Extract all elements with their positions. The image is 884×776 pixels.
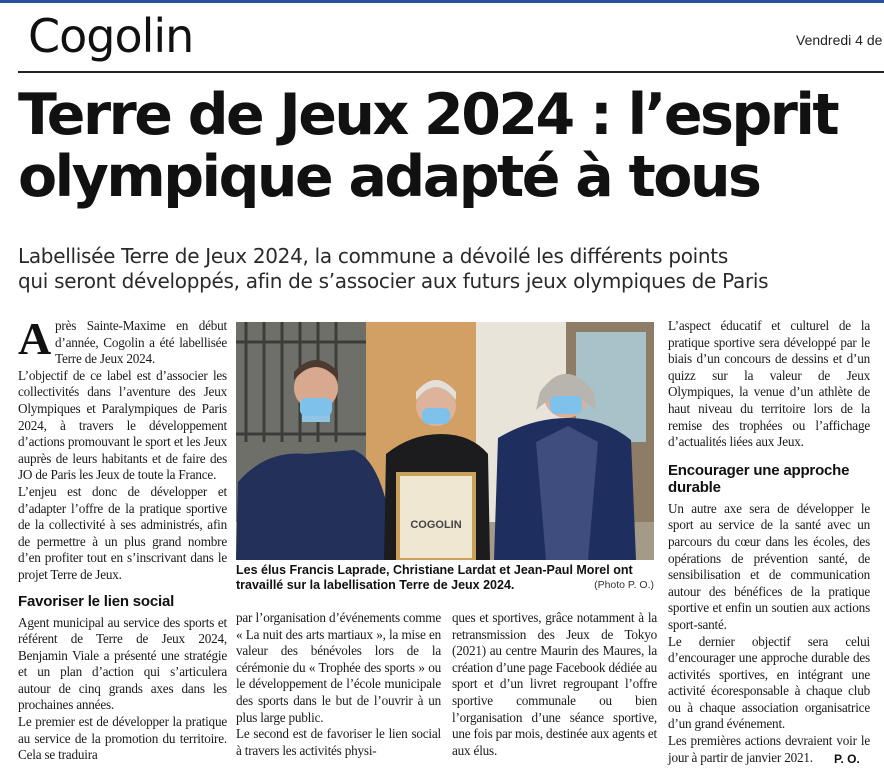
article-column-3 bbox=[452, 610, 657, 759]
standfirst-line-1: Labellisée Terre de Jeux 2024, la commune a dévoilé les différents points bbox=[18, 244, 728, 268]
photo-caption-text: Les élus Francis Laprade, Christiane Lardat et Jean-Paul Morel ont travaillé sur la labellisation Terre de Jeux 2024. bbox=[236, 563, 633, 592]
paragraph: Le premier est de développer la pratique au service de la promotion du territoire. Cela se traduira bbox=[18, 714, 227, 763]
article-column-2 bbox=[236, 610, 441, 759]
paragraph: Un autre axe sera de développer le sport au service de la santé avec un parcours du cœur dans les écoles, des opérations de prévention santé, de sensibilisation et de communication autour des bénéfices de la pratique sportive et enfin un soutien aux actions sport-santé. bbox=[668, 500, 870, 632]
headline-line-1: Terre de Jeux 2024 : l’esprit bbox=[18, 82, 838, 148]
paragraph: L’objectif de ce label est d’associer les collectivités dans l’aventure des Jeux Olympiques et Paralympiques de Paris 2024, à travers le développement d’actions promouvant le sport et les Jeux auprès de leurs habitants et de faire des JO de Paris les Jeux de toute la France. bbox=[18, 367, 227, 483]
photo-caption bbox=[236, 563, 654, 593]
article-column-1 bbox=[18, 313, 227, 764]
section-title: Cogolin bbox=[28, 9, 194, 63]
header-divider bbox=[18, 71, 884, 73]
paragraph-intro-text: près Sainte-Maxime en début d’année, Cogolin a été labellisée Terre de Jeux 2024. bbox=[55, 318, 227, 367]
article-column-4 bbox=[668, 318, 870, 766]
top-accent-line bbox=[0, 0, 884, 3]
headline bbox=[18, 84, 884, 208]
paragraph: L’aspect éducatif et culturel de la pratique sportive sera développé par le biais d’un concours de dessins et d’un quizz sur la valeur de Jeux Olympiques, la venue d’un athlète de haut niveau du territoire lors de la remise des trophées ou l’affichage d’actualités liées aux Jeux. bbox=[668, 318, 870, 450]
standfirst-line-2: qui seront développés, afin de s’associer aux futurs jeux olympiques de Paris bbox=[18, 269, 769, 293]
headline-line-2: olympique adapté à tous bbox=[18, 144, 760, 210]
photo-illustration bbox=[236, 322, 654, 560]
paragraph: Le second est de favoriser le lien social à travers les activités physi- bbox=[236, 726, 441, 758]
subheading-approche-durable: Encourager une approche durable bbox=[668, 461, 850, 496]
paragraph: L’enjeu est donc de développer et d’adapter l’offre de la pratique sportive de la collectivité à ses administrés, afin de permettre à un plus grand nombre d’en profiter tout en s’inscrivant dans le projet Terre de Jeux. bbox=[18, 483, 227, 582]
article-photo bbox=[236, 322, 654, 560]
paragraph: Les premières actions devraient voir le jour à partir de janvier 2021. bbox=[668, 733, 870, 765]
standfirst bbox=[18, 244, 884, 294]
subheading-lien-social: Favoriser le lien social bbox=[18, 592, 175, 610]
author-signature: P. O. bbox=[834, 752, 860, 766]
paragraph-intro bbox=[18, 313, 227, 368]
paragraph: Agent municipal au service des sports et référent de Terre de Jeux 2024, Benjamin Viale a présenté une stratégie et un plan d’action qui s’articulera autour de cinq grands axes dans les prochaines années. bbox=[18, 614, 227, 713]
paragraph: Le dernier objectif sera celui d’encourager une approche durable des activités sportives, en intégrant une activité écoresponsable à chaque club ou à chaque association organisatrice d’un grand événement. bbox=[668, 633, 870, 732]
paragraph: par l’organisation d’événements comme « La nuit des arts martiaux », la mise en valeur des bénévoles lors de la cérémonie du « Trophée des sports » ou le développement de l’école municipale des sports dans le but de l’ouvrir à un plus large public. bbox=[236, 610, 441, 725]
paragraph: ques et sportives, grâce notamment à la retransmission des Jeux de Tokyo (2021) au centre Maurin des Maures, la création d’une page Facebook dédiée au sport et d’un livret regroupant l’offre sportive communale ou bien l’organisation d’une séance sportive, une fois par mois, destinée aux agents et aux élus. bbox=[452, 610, 657, 758]
plaque-text: COGOLIN bbox=[410, 519, 462, 531]
photo-credit: (Photo P. O.) bbox=[594, 579, 654, 591]
edition-date: Vendredi 4 de bbox=[796, 32, 883, 48]
drop-cap: A bbox=[18, 313, 52, 364]
